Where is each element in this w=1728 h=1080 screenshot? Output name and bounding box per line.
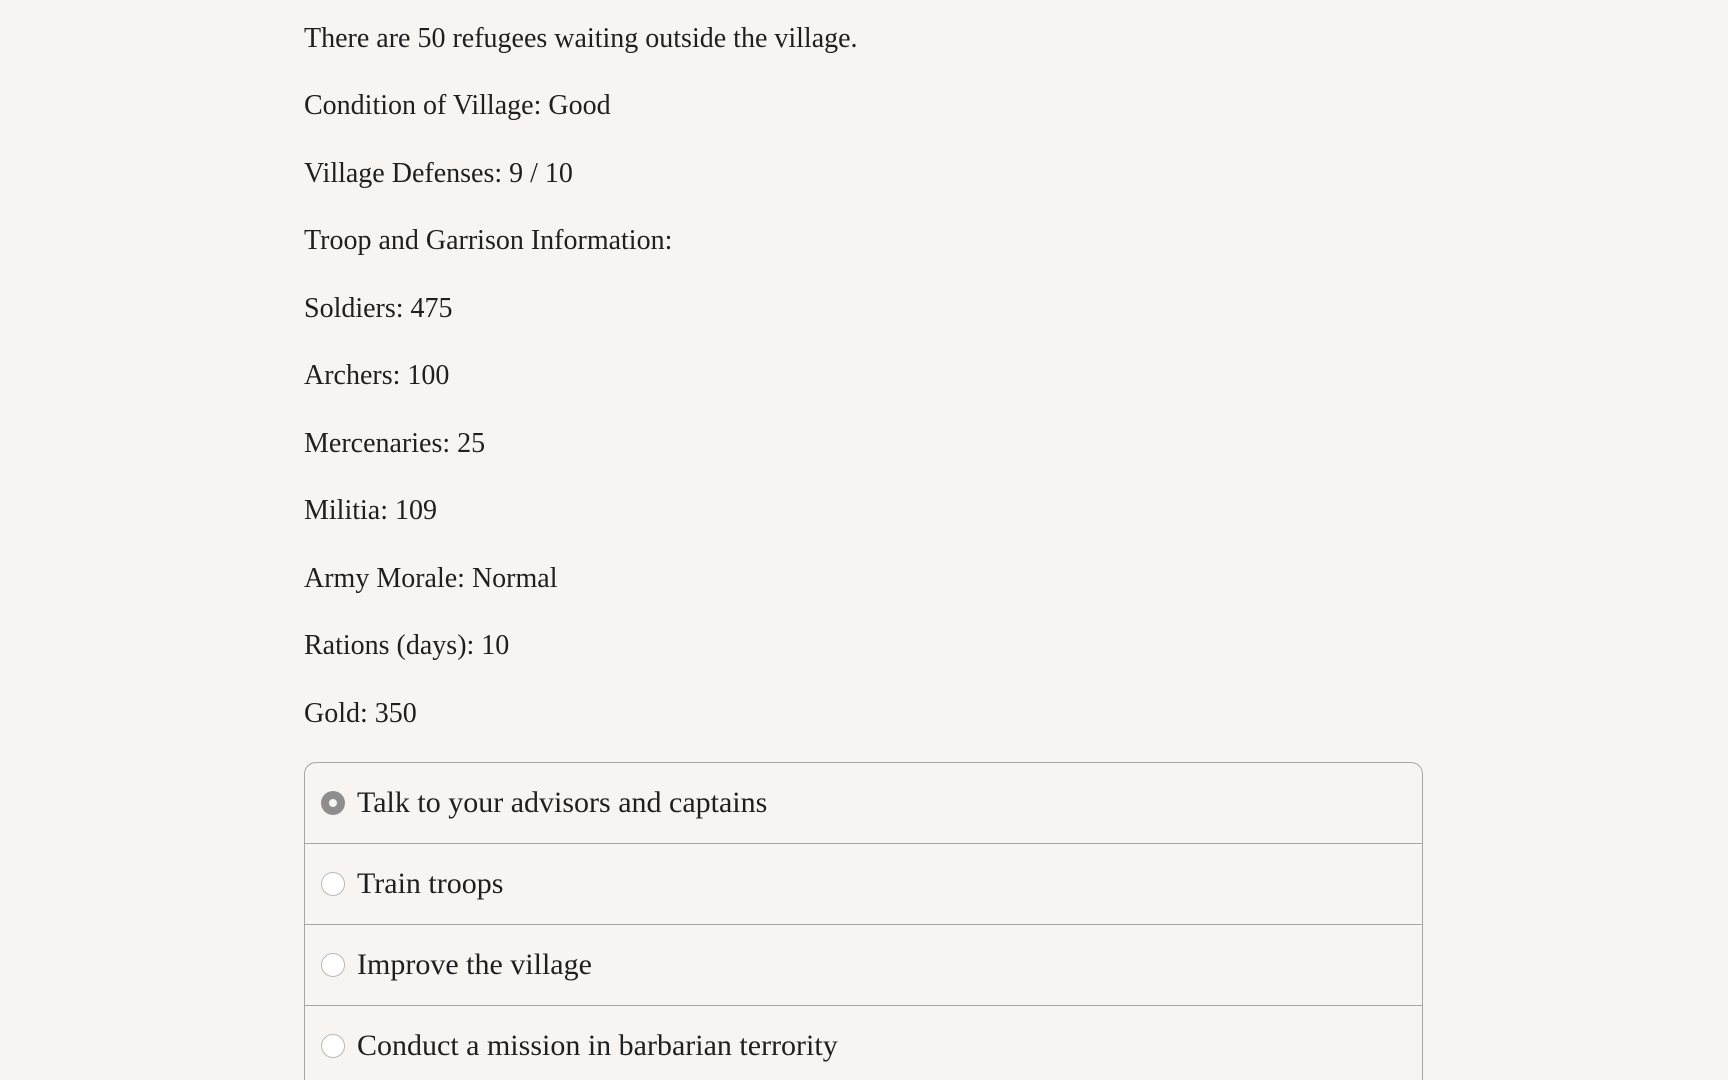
radio-button-icon[interactable] [321,1034,345,1058]
troop-info-heading: Troop and Garrison Information: [304,225,673,256]
militia-count: Militia: 109 [304,495,437,526]
gold-text: Gold: 350 [304,698,417,729]
radio-button-icon[interactable] [321,872,345,896]
village-condition-text: Condition of Village: Good [304,90,611,121]
soldiers-count: Soldiers: 475 [304,293,453,324]
choice-improve-village[interactable] [305,925,1422,1006]
radio-button-icon[interactable] [321,953,345,977]
choice-barbarian-mission[interactable] [305,1006,1422,1080]
archers-count: Archers: 100 [304,360,450,391]
choice-label: Talk to your advisors and captains [357,786,768,819]
choice-list [304,762,1423,1080]
choice-label: Train troops [357,867,504,900]
choice-label: Conduct a mission in barbarian terrority [357,1029,838,1062]
refugees-text: There are 50 refugees waiting outside the village. [304,23,858,54]
radio-button-icon[interactable] [321,791,345,815]
choice-label: Improve the village [357,948,592,981]
choice-train-troops[interactable] [305,844,1422,925]
choice-talk-advisors[interactable] [305,763,1422,844]
army-morale-text: Army Morale: Normal [304,563,558,594]
village-defenses-text: Village Defenses: 9 / 10 [304,158,573,189]
mercenaries-count: Mercenaries: 25 [304,428,486,459]
rations-text: Rations (days): 10 [304,630,510,661]
